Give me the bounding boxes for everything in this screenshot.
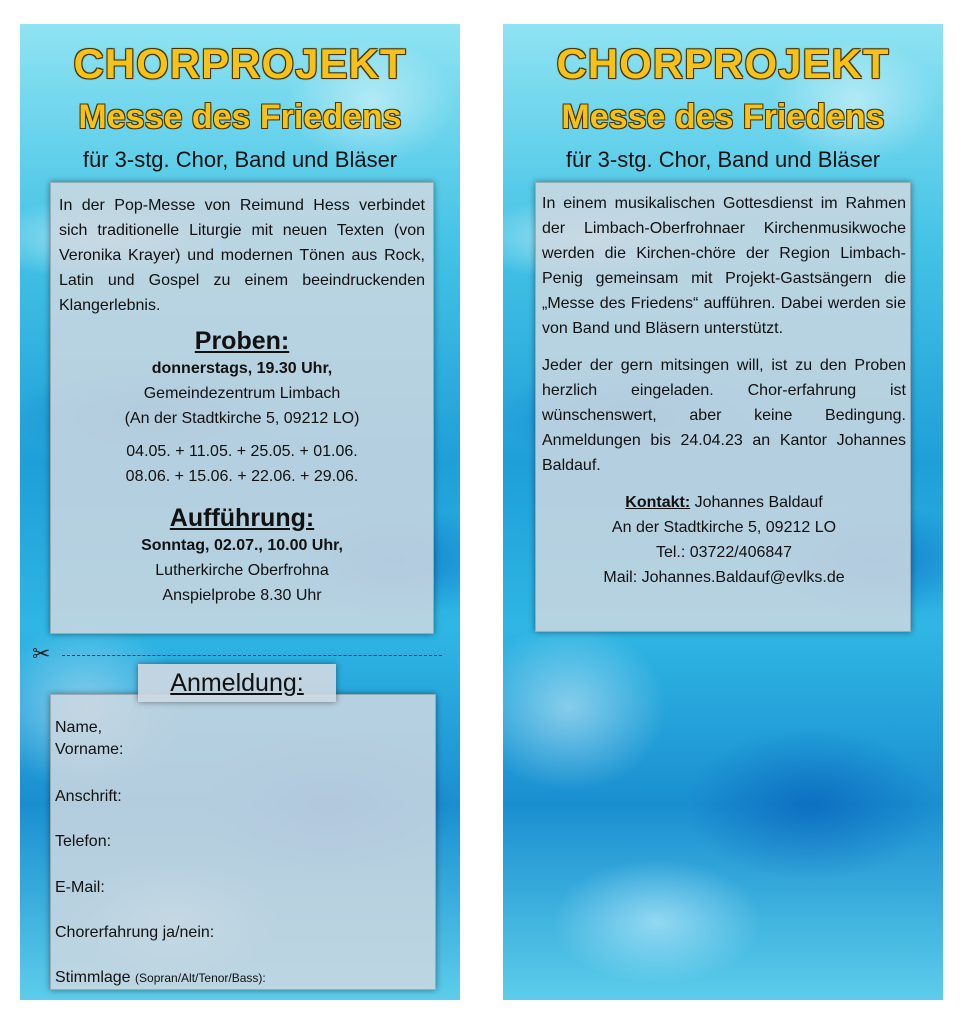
flyer-left-panel — [20, 24, 460, 1000]
tagline: für 3-stg. Chor, Band und Bläser — [565, 147, 881, 172]
intro-text: In der Pop-Messe von Reimund Hess verbindet sich traditionelle Liturgie mit neuen Texten (von Veronika Krayer) und modernen Tönen aus Rock, Latin und Gospel zu einem beeindruckenden Klangerlebnis. — [59, 197, 425, 314]
contact-mail: Mail: Johannes.Baldauf@evlks.de — [603, 569, 845, 586]
info-box — [50, 182, 434, 634]
auffuehrung-when: Sonntag, 02.07., 10.00 Uhr, — [141, 537, 343, 554]
address-label: Anschrift: — [55, 788, 122, 805]
description-para1: In einem musikalischen Gottesdienst im Rahmen der Limbach-Oberfrohnaer Kirchenmusikwoche werden die Kirchen-chöre der Region Limbach-Penig gemeinsam mit Projekt-Gastsängern die „Messe des Friedens“ aufführen. Dabei werden sie von Band und Bläsern unterstützt. — [542, 195, 906, 337]
cut-line — [62, 655, 442, 656]
flyer-right-panel — [503, 24, 943, 1000]
title: CHORPROJEKT — [556, 40, 890, 87]
scissors-icon: ✂ — [32, 641, 51, 666]
proben-address: (An der Stadtkirche 5, 09212 LO) — [124, 410, 360, 427]
voice-field — [55, 967, 266, 989]
contact-phone: Tel.: 03722/406847 — [655, 544, 793, 561]
title: CHORPROJEKT — [73, 40, 407, 87]
proben-when: donnerstags, 19.30 Uhr, — [151, 360, 333, 377]
auffuehrung-place: Lutherkirche Oberfrohna — [155, 562, 329, 579]
subtitle: Messe des Friedens — [561, 98, 885, 136]
proben-place: Gemeindezentrum Limbach — [143, 385, 341, 402]
contact-address: An der Stadtkirche 5, 09212 LO — [611, 519, 837, 536]
voice-options: (Sopran/Alt/Tenor/Bass): — [135, 971, 266, 985]
anmeldung-heading: Anmeldung: — [138, 664, 336, 702]
tagline: für 3-stg. Chor, Band und Bläser — [82, 147, 398, 172]
description-para2: Jeder der gern mitsingen will, ist zu den Proben herzlich eingeladen. Chor-erfahrung ist wünschenswert, aber keine Bedingung. Anmeldungen bis 24.04.23 an Kantor Johannes Baldauf. — [542, 357, 906, 474]
contact-label: Kontakt: — [625, 494, 691, 511]
auffuehrung-heading: Aufführung: — [169, 504, 315, 532]
proben-dates-line2: 08.06. + 15.06. + 22.06. + 29.06. — [125, 468, 359, 485]
experience-label: Chorerfahrung ja/nein: — [55, 924, 215, 941]
name-label-line1: Name, — [55, 719, 103, 736]
proben-dates-line1: 04.05. + 11.05. + 25.05. + 01.06. — [126, 443, 358, 460]
phone-label: Telefon: — [55, 833, 112, 850]
voice-label: Stimmlage — [55, 969, 131, 986]
contact-line — [542, 490, 906, 515]
subtitle: Messe des Friedens — [78, 98, 402, 136]
name-label-line2: Vorname: — [55, 741, 124, 758]
email-label: E-Mail: — [55, 879, 105, 896]
contact-name: Johannes Baldauf — [694, 494, 823, 511]
description-box — [535, 182, 911, 632]
proben-heading: Proben: — [194, 327, 290, 355]
auffuehrung-rehearsal: Anspielprobe 8.30 Uhr — [162, 587, 322, 604]
